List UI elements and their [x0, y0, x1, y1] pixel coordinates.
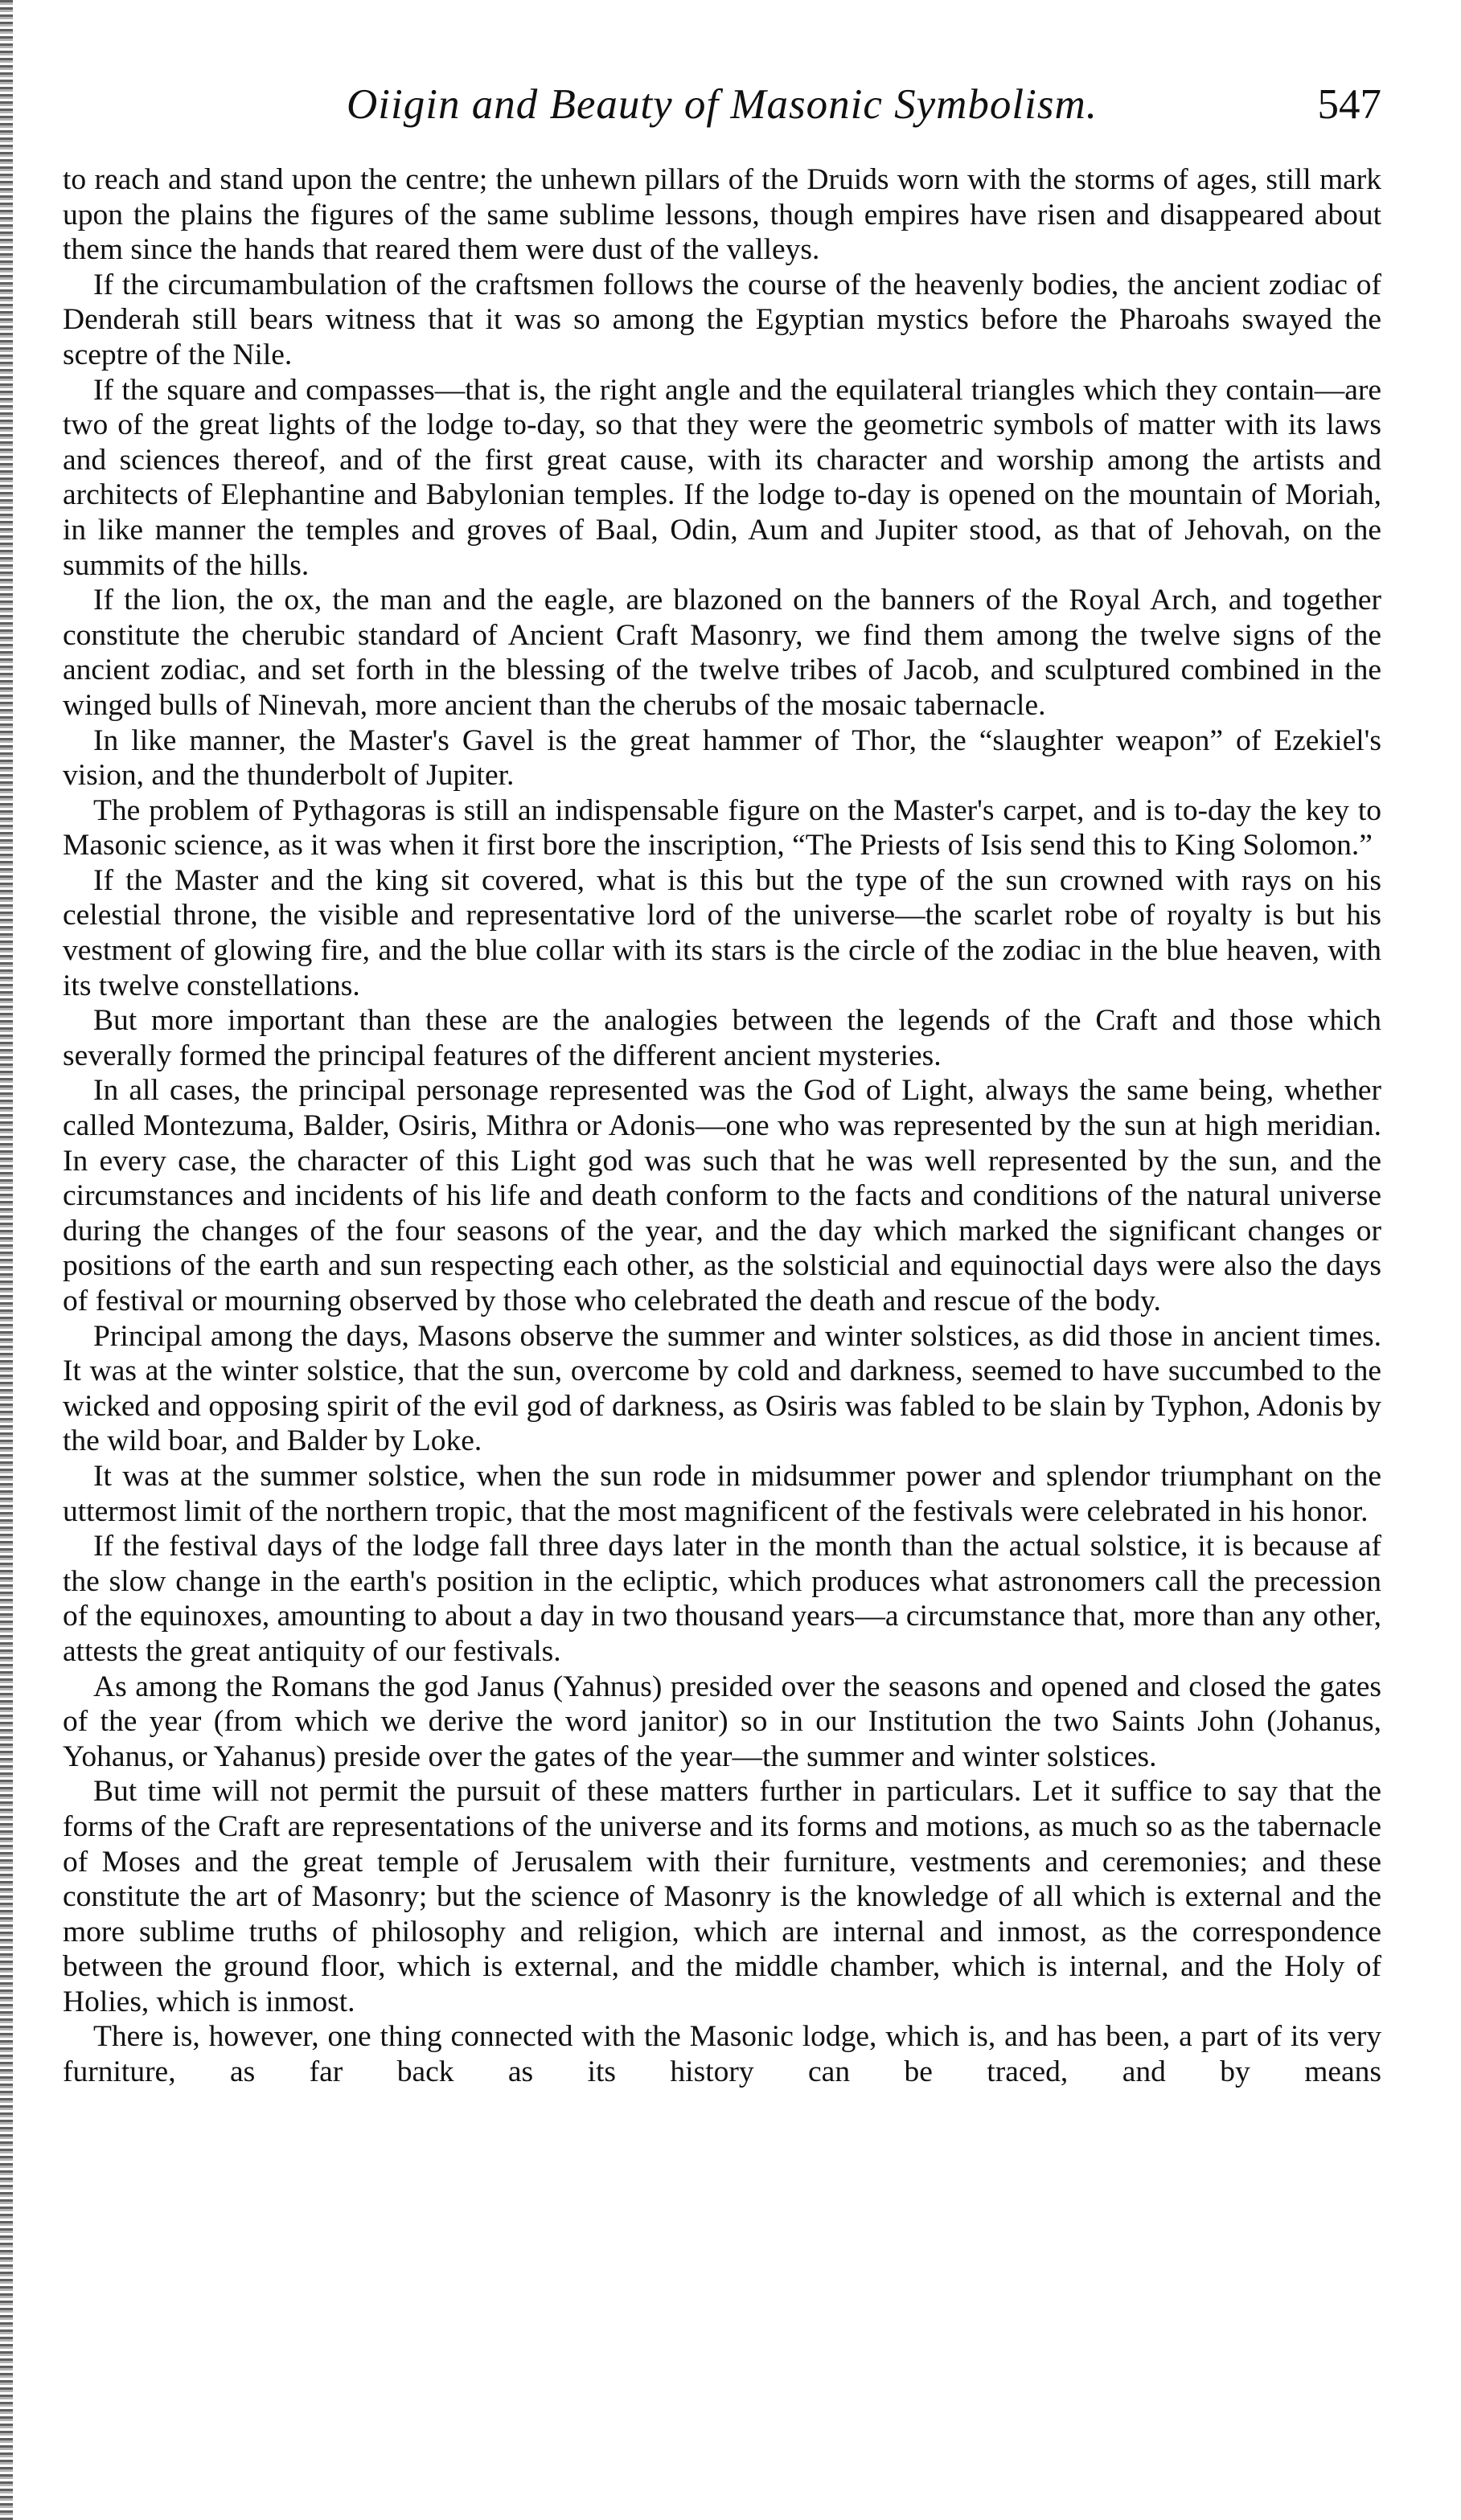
body-text [63, 162, 1381, 2090]
paragraph: If the Master and the king sit covered, what is this but the type of the sun crowned with rays on his celestial throne, the visible and representative lord of the universe—the scarlet robe of royalty is but his vestment of glowing fire, and the blue collar with its stars is the circle of the zodiac in the blue heaven, with its twelve constellations. [63, 863, 1381, 1002]
paragraph: The problem of Pythagoras is still an indispensable figure on the Master's carpet, and is to-day the key to Masonic science, as it was when it first bore the inscription, “The Priests of Isis send this to King Solomon.” [63, 793, 1381, 863]
paragraph: In like manner, the Master's Gavel is the great hammer of Thor, the “slaughter weapon” of Ezekiel's vision, and the thunderbolt of Jupiter. [63, 723, 1381, 793]
paragraph: But time will not permit the pursuit of these matters further in particulars. Let it suffice to say that the forms of the Craft are representations of the universe and its forms and motions, as much so as the tabernacle of Moses and the great temple of Jerusalem with their furniture, vestments and ceremonies; and these constitute the art of Masonry; but the science of Masonry is the knowledge of all which is external and the more sublime truths of philosophy and religion, which are internal and inmost, as the correspondence between the ground floor, which is external, and the middle chamber, which is internal, and the Holy of Holies, which is inmost. [63, 1775, 1381, 2018]
paragraph: If the square and compasses—that is, the right angle and the equilateral triangles which they contain—are two of the great lights of the lodge to-day, so that they were the geometric symbols of matter with its laws and sciences thereof, and of the first great cause, with its character and worship among the artists and architects of Elephantine and Babylonian temples. If the lodge to-day is opened on the mountain of Moriah, in like manner the temples and groves of Baal, Odin, Aum and Jupiter stood, as that of Jehovah, on the summits of the hills. [63, 373, 1381, 582]
paragraph: If the festival days of the lodge fall three days later in the month than the actual solstice, it is because af the slow change in the earth's position in the ecliptic, which produces what astronomers call the precession of the equinoxes, amounting to about a day in two thousand years—a circumstance that, more than any other, attests the great antiquity of our festivals. [63, 1530, 1381, 1668]
book-page [63, 80, 1381, 2090]
running-title: Oiigin and Beauty of Masonic Symbolism. [347, 81, 1098, 128]
paragraph: If the lion, the ox, the man and the eagle, are blazoned on the banners of the Royal Arch, and together constitute the cherubic standard of Ancient Craft Masonry, we find them among the twelve signs of the ancient zodiac, and set forth in the blessing of the twelve tribes of Jacob, and sculptured combined in the winged bulls of Ninevah, more ancient than the cherubs of the mosaic tabernacle. [63, 584, 1381, 722]
paragraph: Principal among the days, Masons observe the summer and winter solstices, as did those in ancient times. It was at the winter solstice, that the sun, overcome by cold and darkness, seemed to have succumbed to the wicked and opposing spirit of the evil god of darkness, as Osiris was fabled to be slain by Typhon, Adonis by the wild boar, and Balder by Loke. [63, 1319, 1381, 1458]
page-number: 547 [1317, 81, 1381, 128]
paragraph: If the circumambulation of the craftsmen follows the course of the heavenly bodies, the ancient zodiac of Denderah still bears witness that it was so among the Egyptian mystics before the Pharoahs swayed the sceptre of the Nile. [63, 268, 1381, 371]
paragraph: It was at the summer solstice, when the sun rode in midsummer power and splendor triumphant on the uttermost limit of the northern tropic, that the most magnificent of the festivals were celebrated in his honor. [63, 1459, 1381, 1528]
running-head [63, 80, 1381, 145]
paragraph: There is, however, one thing connected with the Masonic lodge, which is, and has been, a part of its very furniture, as far back as its history can be traced, and by means [63, 2020, 1381, 2089]
paragraph: to reach and stand upon the centre; the unhewn pillars of the Druids worn with the storms of ages, still mark upon the plains the figures of the same sublime lessons, though empires have risen and disappeared about them since the hands that reared them were dust of the valleys. [63, 163, 1381, 267]
paragraph: In all cases, the principal personage represented was the God of Light, always the same being, whether called Montezuma, Balder, Osiris, Mithra or Adonis—one who was represented by the sun at high meridian. In every case, the character of this Light god was such that he was well represented by the sun, and the circumstances and incidents of his life and death conform to the facts and conditions of the natural universe during the changes of the four seasons of the year, and the day which marked the significant changes or positions of the earth and sun respecting each other, as the solsticial and equinoctial days were also the days of festival or mourning observed by those who celebrated the death and rescue of the body. [63, 1074, 1381, 1317]
binding-edge [0, 0, 13, 2520]
paragraph: But more important than these are the analogies between the legends of the Craft and those which severally formed the principal features of the different ancient mysteries. [63, 1004, 1381, 1072]
paragraph: As among the Romans the god Janus (Yahnus) presided over the seasons and opened and closed the gates of the year (from which we derive the word janitor) so in our Institution the two Saints John (Johanus, Yohanus, or Yahanus) preside over the gates of the year—the summer and winter solstices. [63, 1670, 1381, 1773]
